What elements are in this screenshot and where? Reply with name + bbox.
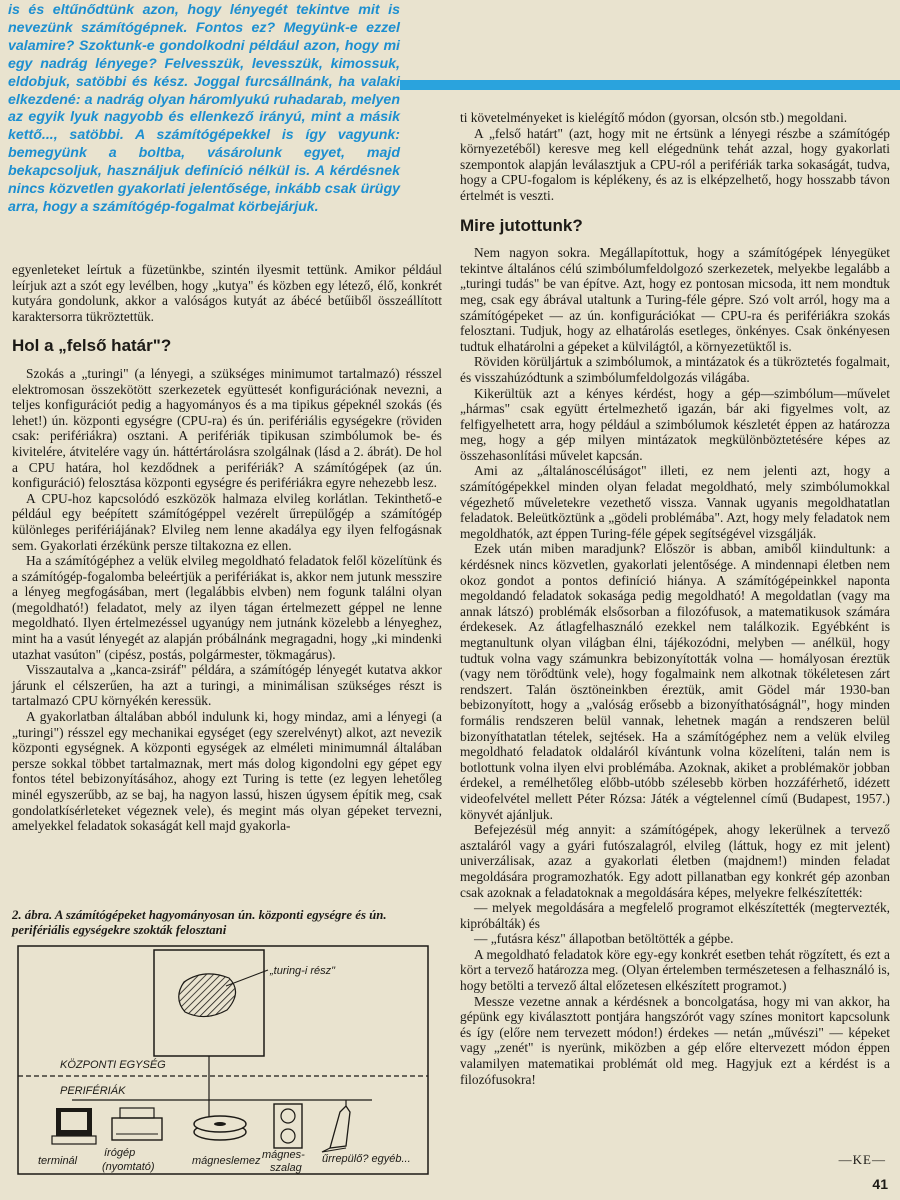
decorative-blue-bar — [400, 80, 900, 90]
printer-icon — [112, 1118, 162, 1140]
peripherals-label: PERIFÉRIÁK — [60, 1085, 126, 1097]
magnetic-tape-icon — [274, 1104, 302, 1148]
paragraph: egyenleteket leírtuk a füzetünkbe, szintén ilyesmit tettünk. Amikor például leírjuk azt a szót egy levélben, hogy „kutya" és közben egy létező, élő, konkrét kutyára gondolunk, akkor a valóságos kutyát az ábécé betűiből összeállított karaktersorra tükröztettük. — [12, 262, 442, 324]
printer-sublabel: (nyomtató) — [102, 1161, 155, 1173]
space-shuttle-icon — [330, 1106, 350, 1148]
paragraph: Ha a számítógéphez a velük elvileg megoldható feladatok felől közelítünk és a számítógép-fogalomba beleértjük a perifériákat is, akkor nem jutunk messzire a lényeg megfogásában, mert (legalábbis elvben) nem fogunk találni olyan (megoldható!) feladatot, mely az ilyen tágan értelmezett géppel ne lenne megoldható. Ilyen értelmezéssel ugyanúgy nem jutnánk közelebb a lényeghez, mint ha a vasút lényegét az alapján próbálnánk megragadni, hogy „ki mindenki utazhat vasúton" (cipész, postás, polgármester, tökmagárus). — [12, 553, 442, 662]
author-signature: —KE— — [838, 1152, 886, 1167]
requirements-list — [460, 900, 890, 947]
disk-label: mágneslemez — [192, 1155, 261, 1167]
tape-label: mágnes- — [262, 1149, 305, 1161]
page-number: 41 — [872, 1176, 888, 1192]
turing-pointer — [226, 970, 268, 986]
turing-part-label: „turing-i rész" — [270, 965, 336, 977]
printer-label: írógép — [104, 1147, 136, 1159]
paragraph: Röviden körüljártuk a szimbólumok, a mintázatok és a tükröztetés fogalmait, és visszahúzódtunk a szimbólumfeldolgozás világába. — [460, 354, 890, 385]
paragraph: Befejezésül még annyit: a számítógépek, ahogy lekerülnek a tervező asztaláról vagy a gyári futószalagról, elvileg (láttuk, hogy ez mit jelent) univerzálisak, azaz a gyakorlati életben (majdnem!) minden feladat megoldására programozhatók. Egy adott pillanatban egy konkrét gép azonban csak azoknak a feladatoknak a megoldására képes, melyekre felkészítették: — [460, 822, 890, 900]
paragraph: Szokás a „turingi" (a lényegi, a szükséges minimumot tartalmazó) résszel elektromosan összekötött szerkezetek együttesét konfigurációnak nevezni, a teljes konfigurációt pedig a hagyományos és a ma tipikus gépeknél szokás (és lehet!) ún. központi egységre (CPU-ra) és ún. perifériális egységekre (röviden csak: perifériákra) osztani. A perifériák tipikusan szimbólumok be- és kivitelére, átvitelére vagy ún. háttértárolásra szolgálnak (lásd a 2. ábrát). De hol a CPU határa, hol kezdődnek a perifériák? A számítógépek (az ún. konfiguráció) felosztása központi egységre és perifériákra egyre nehezebb lesz. — [12, 365, 442, 491]
terminal-label: terminál — [38, 1155, 78, 1167]
paragraph: Ami az „általánoscélúságot" illeti, ez nem jelenti azt, hogy a számítógépekkel minden olyan feladat megoldható, mely szimbólumokkal végezhető műveletekre vezethető vissza. Vannak ugyanis megoldhatatlan feladatok. Beleütköztünk a „gödeli problémába". Azt, hogy mely feladatok nem megoldhatók, azt éppen Turing-féle gépek segítségével vizsgálják. — [460, 463, 890, 541]
paragraph: Nem nagyon sokra. Megállapítottuk, hogy a számítógépek lényegüket tekintve általános célú szimbólumfeldolgozó szerkezetek, melyekbe legalább a „turingi tudás" be van építve. Azt, hogy ez pontosan micsoda, itt nem mondtuk meg, csak egy ábrával utaltunk a Turing-féle gépre. Szó volt arról, hogy ma a számítógépeket — az ún. konfigurációkat — CPU-ra és perifériákra szokás felosztani. Tudjuk, hogy az elhatárolás esetleges, önkényes. Csak önkényesen tudtuk elhatárolni a gépeket a külvilágtól, a környezetüktől is. — [460, 245, 890, 354]
paragraph: A megoldható feladatok köre egy-egy konkrét esetben tehát rögzített, és ezt a kört a tervező határozza meg. (Olyan értelemben természetesen a felhasználó is, hogy betölti a tervező által előzetesen elkészített programot.) — [460, 946, 890, 994]
left-column — [12, 262, 442, 834]
lead-intro — [8, 2, 400, 254]
tape-sublabel: szalag — [270, 1162, 302, 1174]
section-heading-felso-hatar: Hol a „felső határ"? — [12, 336, 172, 356]
turing-part-shape — [179, 974, 236, 1017]
section-heading-mire-jutottunk: Mire jutottunk? — [460, 215, 583, 235]
paragraph: Ezek után miben maradjunk? Először is abban, amiből kiindultunk: a kérdésnek nincs közvetlen, gyakorlati jelentősége. A mindennapi életben nem okoz gondot a pontos definíció hiánya. A számítógépeinkkel naponta megoldandó feladatok sokasága pedig megoldható! A megoldatlan (vagy ma annak látszó) problémák elsősorban a filozófusok, a matematikusok számára érdekesek. Az átlagfelhasználó ezekkel nem találkozik. Egyébként is megtanultunk olyan világban élni, tájékozódni, melyben — anélkül, hogy tudtuk volna vagy számunkra bebizonyították volna — homályosan éreztük (vagy nem törődtünk vele), hogy fogalmaink nem alkotnak tökéletesen zárt rendszert. Talán ösztöneinkben éreztük, amit Gödel már 1930-ban bebizonyított, hogy a „valóság erősebb a bizonyíthatóságnál", hogy minden formális rendszeren belül vannak, lehetnek magán a rendszeren belül bizonyíthatatlan tételek, sejtések. Ha a számítógéphez nem a velük elvileg megoldható feladatok oldaláról kívántunk volna közelíteni, talán nem is botlottunk volna ilyen elvi problémába. Azoknak, akiket a problémakör jobban érdekel, a remélhetőleg előbb-utóbb szélesebb körben hozzáférhető, idézett videofelvétel mellett Péter Rózsa: Játék a végtelennel című (Budapest, 1957.) könyvét ajánljuk. — [460, 541, 890, 822]
paragraph: A „felső határt" (azt, hogy mit ne értsünk a lényegi részbe a számítógép környezetéből) keresve meg kell elégednünk tehát azzal, hogy gyakorlati szempontok alapján leválasztjuk a CPU-ról a perifériák tarka sokaságát, tudva, hogy a CPU-fogalom is képlékeny, és az is elképzelhető, hogy hosszabb távon értelmét is veszti. — [460, 125, 890, 203]
shuttle-label: űrrepülő? egyéb... — [322, 1153, 411, 1165]
paragraph: Visszautalva a „kanca-zsiráf" példára, a számítógép lényegét kutatva akkor járunk el célszerűen, ha azt a turingi, a minimálisan szükséges részt is tartalmazó CPU környékén keressük. — [12, 662, 442, 709]
paragraph: Kikerültük azt a kényes kérdést, hogy a gép—szimbólum—művelet „hármas" csak együtt értelmezhető igazán, bár aki figyelmes volt, az felfigyelhetett arra, hogy például a szimbólumok készletét éppen az határozza meg, hogy a gép milyen mintázatok megkülönböztetésére képes az összehasonlítási művelet kapcsán. — [460, 385, 890, 463]
paragraph: ti követelményeket is kielégítő módon (gyorsan, olcsón stb.) megoldani. — [460, 110, 848, 125]
figure-2-diagram — [12, 942, 444, 1182]
list-item: — „futásra kész" állapotban betöltötték a gépbe. — [474, 931, 734, 947]
central-unit-label: KÖZPONTI EGYSÉG — [60, 1059, 166, 1071]
paragraph: Messze vezetne annak a kérdésnek a boncolgatása, hogy mi van akkor, ha gépünk egy kiválasztott pontjára hangszórót vagy színes monitort kapcsolunk és így (előre nem tervezett módon!) érdekes — netán „művészi" — képeket vagy „zenét" is nyerünk, miközben a gép előre eltervezett módon éppen valamilyen matematikai problémát old meg. Hagyjuk ezt a kérdést is a filozófusokra! — [460, 993, 890, 1087]
right-column — [460, 110, 890, 1087]
list-item: — melyek megoldására a megfelelő programot elkészítették (megtervezték, kipróbálták) és — [460, 900, 890, 931]
lead-text: is és eltűnődtünk azon, hogy lényegét tekintve mit is nevezünk számítógépnek. Fontos ez? Megyünk-e ezzel valamire? Szoktunk-e gondolkodni például azon, hogy mi egy nadrág lényege? Felvesszük, levesszük, kimossuk, eldobjuk, satöbbi és kész. Joggal furcsállnánk, ha valaki elkezdené: a nadrág olyan háromlyukú ruhadarab, melyen az egyik lyuk nagyobb és ellenkező irányú, mint a másik kettő..., satöbbi. A számítógépekkel is így vagyunk: bemegyünk a boltba, vásárolunk egyet, majd bekapcsoljuk, használjuk definíció nélkül is. A kérdésnek nincs közvetlen gyakorlati jelentősége, inkább csak ürügy arra, hogy a számítógép-fogalmat körbejárjuk. — [8, 2, 400, 215]
paragraph: A gyakorlatban általában abból indulunk ki, hogy mindaz, ami a lényegi (a „turingi") résszel egy mechanikai egységet (egy szerelvényt) alkot, azt nevezik központi egységnek. A központi egységek az elméleti minimumnál általában persze sokkal többet tartalmaznak, mert más dolog kigondolni egy gépet egy fontos tétel bebizonyításához, ahogy ezt Turing is tette (ez legyen lehetőleg minél egyszerűbb, az se baj, ha nagyon lassú, hiszen úgysem építik meg, csak gondolatkísérleteket végeznek vele), és megint más olyan gépeket tervezni, amelyekkel feladatok sokaságát kell majd gyakorla- — [12, 709, 442, 834]
figure-caption: 2. ábra. A számítógépeket hagyományosan ún. központi egységre és ún. perifériális egységekre szokták felosztani — [12, 908, 387, 937]
paragraph: A CPU-hoz kapcsolódó eszközök halmaza elvileg korlátlan. Tekinthető-e például egy beépített számítógéppel vezérelt űrrepülőgép a számítógép különleges perifériájának? Elvileg nem lenne akadálya egy ilyen felfogásnak sem. Gyakorlati érzékünk persze tiltakozna ez ellen. — [12, 490, 442, 553]
